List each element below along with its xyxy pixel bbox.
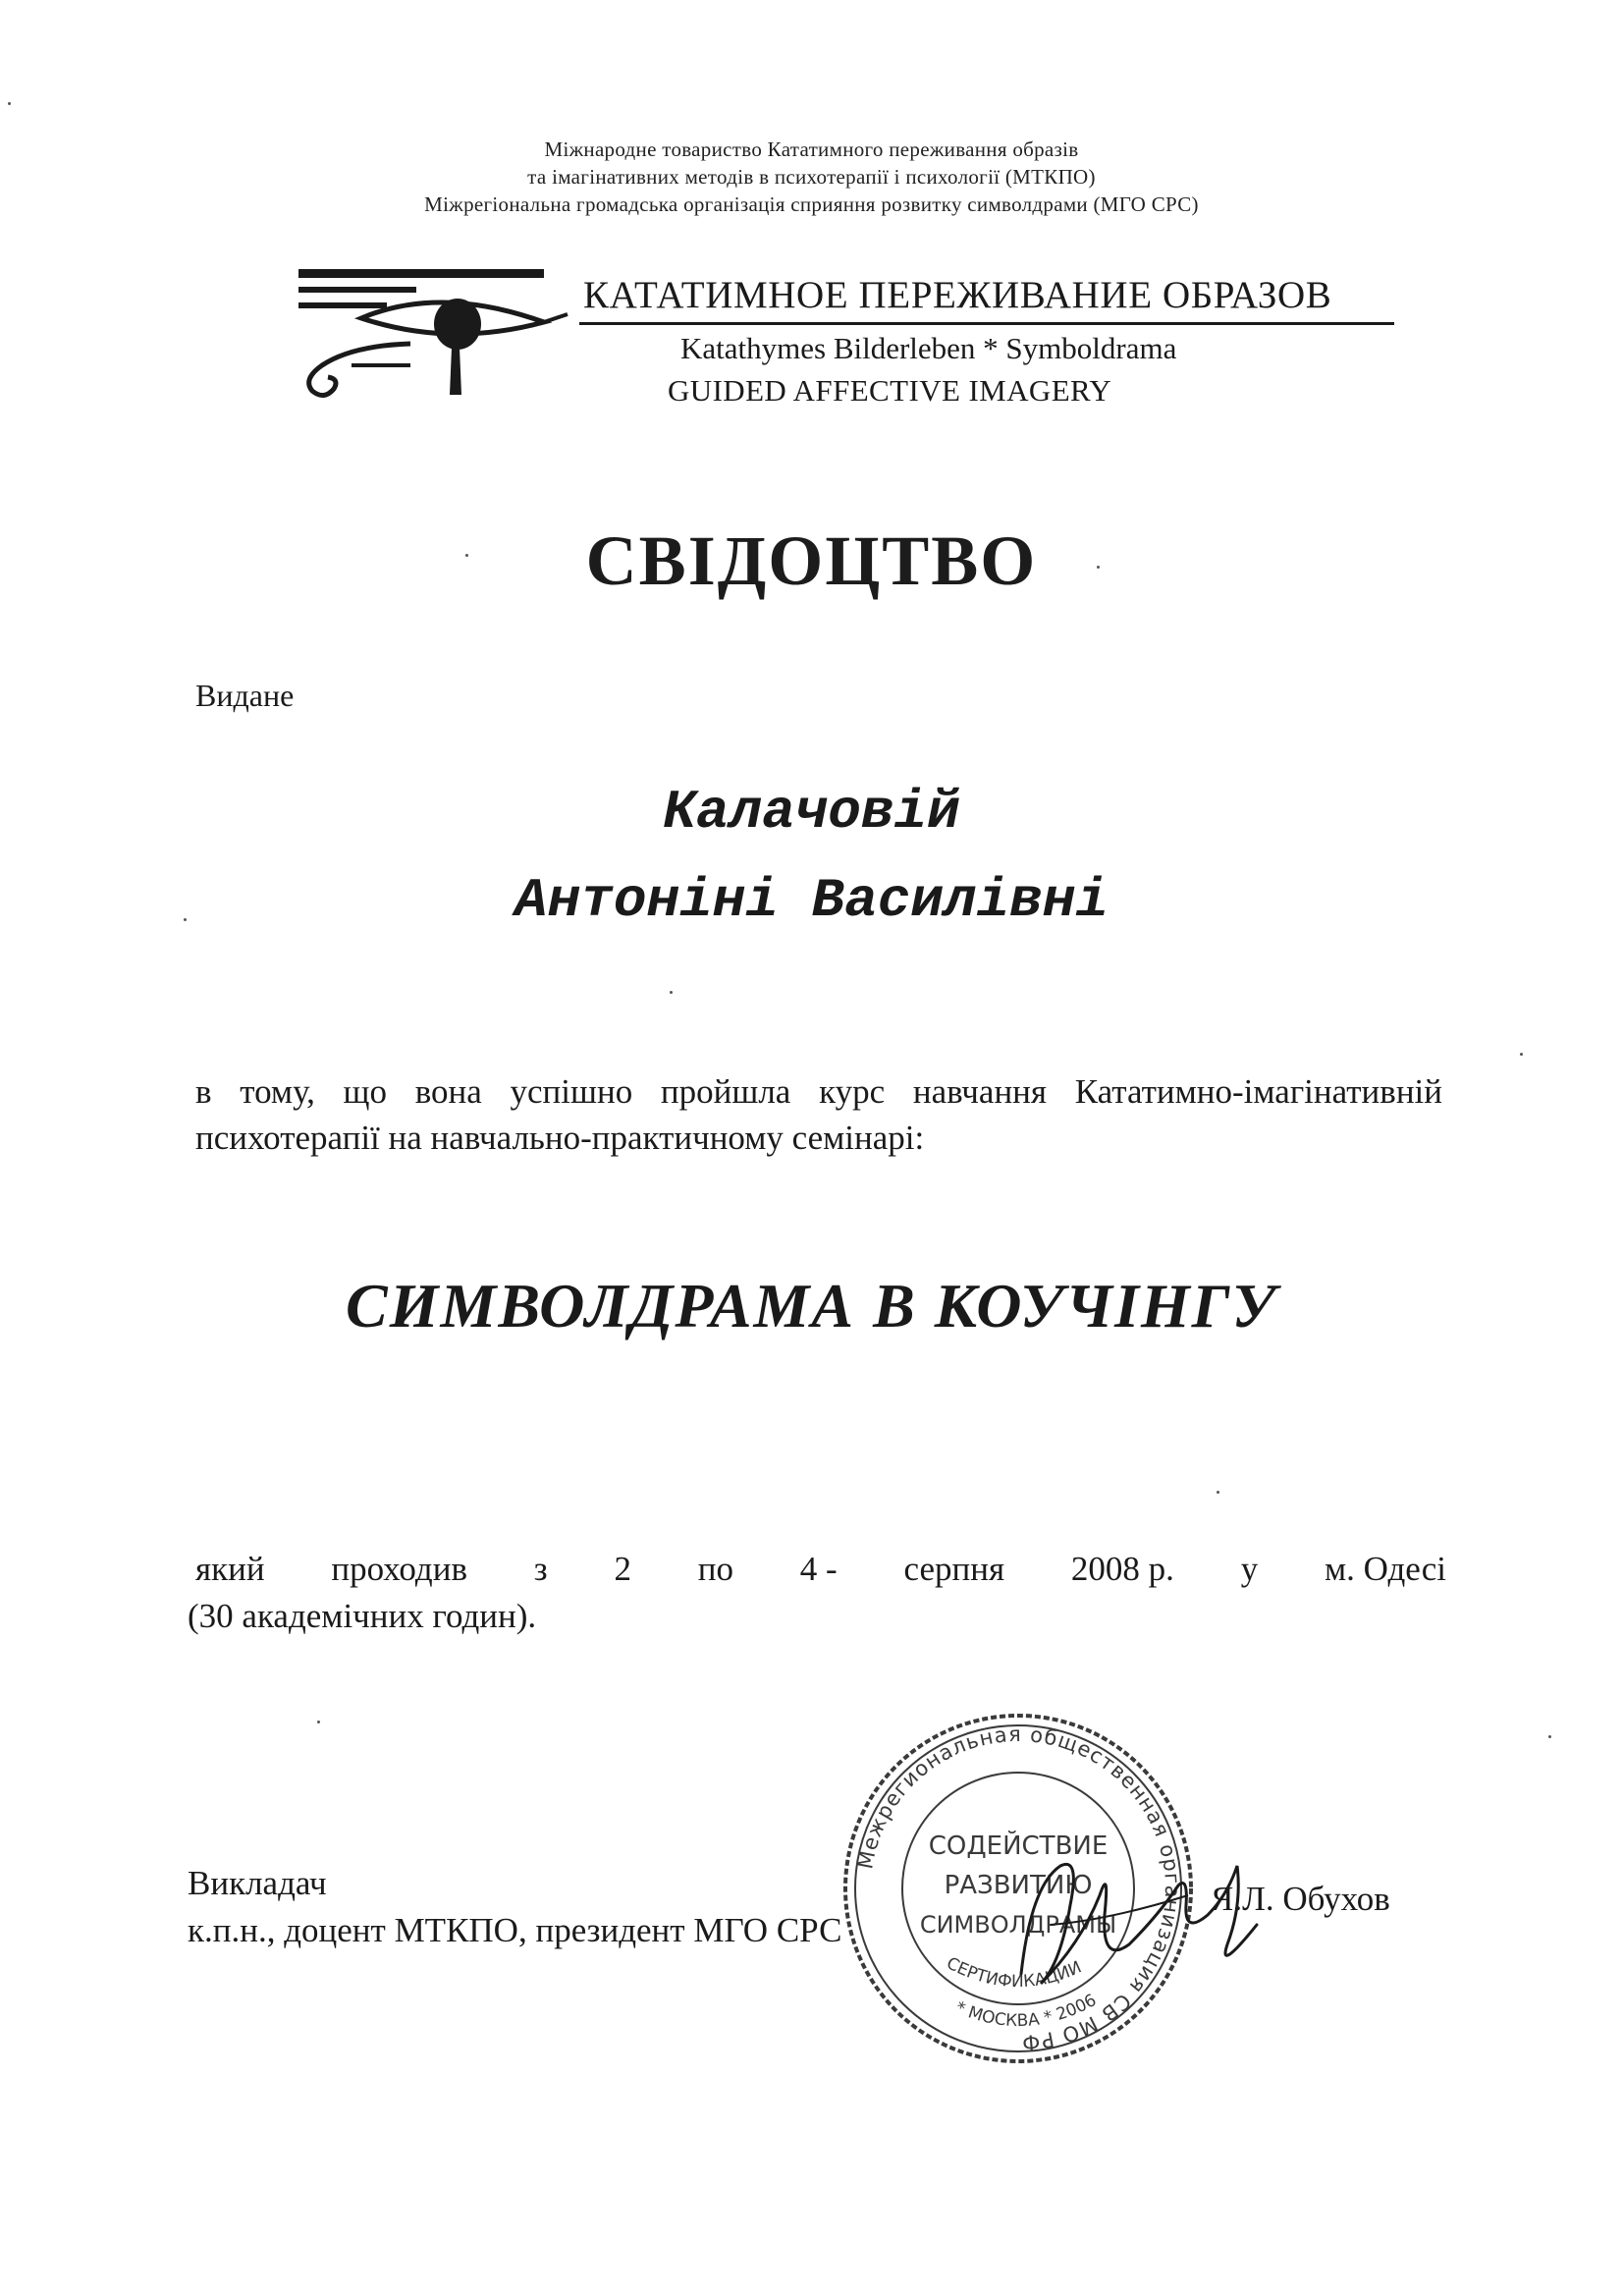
date-word: 2008 р. [1070,1550,1174,1588]
scan-speck [1097,566,1100,569]
date-word: серпня [903,1550,1005,1588]
org-line-1: Міжнародне товариство Кататимного переживання образів [544,137,1079,161]
stamp-center-line-2: РАЗВИТИЮ [944,1871,1093,1900]
scan-speck [1217,1491,1219,1494]
stamp-ring-text: Межрегиональная общественная организация СВ МО РФ [853,1722,1185,2055]
scan-speck [670,991,673,994]
date-word: з [533,1550,548,1588]
date-word: у [1240,1550,1259,1588]
teacher-credentials: к.п.н., доцент МТКПО, президент МГО СРС [188,1911,842,1949]
course-title: СИМВОЛДРАМА В КОУЧІНГУ [346,1271,1277,1340]
certificate-title: СВІДОЦТВО [585,521,1038,600]
scan-speck [317,1721,320,1723]
teacher-name: Я.Л. Обухов [1211,1880,1390,1918]
date-line [195,1550,1446,1589]
signature [992,1827,1276,2003]
scan-speck [184,918,187,921]
logo-title: КАТАТИМНОЕ ПЕРЕЖИВАНИЕ ОБРАЗОВ [583,274,1332,316]
scan-speck [8,102,11,105]
scan-speck [465,554,468,557]
stamp-center-line-1: СОДЕЙСТВИЕ [928,1831,1109,1861]
teacher-label: Викладач [188,1864,327,1902]
recipient-surname: Калачовій [663,781,960,844]
logo-subtitle-2: GUIDED AFFECTIVE IMAGERY [668,373,1112,408]
stamp-bottom-text: СЕРТИФИКАЦИИ [943,1953,1085,1993]
date-word: 4 - [799,1550,838,1588]
date-word: по [697,1550,733,1588]
hours-line: (30 академічних годин). [188,1597,537,1635]
stamp-city-text: * МОСКВА * 2006 [952,1990,1101,2032]
scan-speck [1548,1735,1551,1738]
eye-of-horus-icon [293,257,577,400]
stamp-center-line-3: СИМВОЛДРАМЫ [919,1911,1117,1939]
certificate-body: в тому, що вона успішно пройшла курс навчання Кататимно-імагінативній психотерапії на навчально-практичному семінарі: [195,1072,1442,1157]
scan-speck [1520,1053,1523,1056]
issued-label: Видане [195,678,295,713]
logo-subtitle-1: Katathymes Bilderleben * Symboldrama [680,331,1177,365]
org-line-3: Міжрегіональна громадська організація сприяння розвитку символдрами (МГО СРС) [424,192,1199,216]
date-word: який [195,1550,265,1588]
org-line-2: та імагінативних методів в психотерапії і психології (МТКПО) [527,165,1096,189]
recipient-given-names: Антоніні Василівні [514,869,1109,932]
date-word: м. Одесі [1325,1550,1446,1588]
date-word: проходив [331,1550,467,1588]
date-word: 2 [614,1550,631,1588]
logo-underline [579,322,1394,325]
